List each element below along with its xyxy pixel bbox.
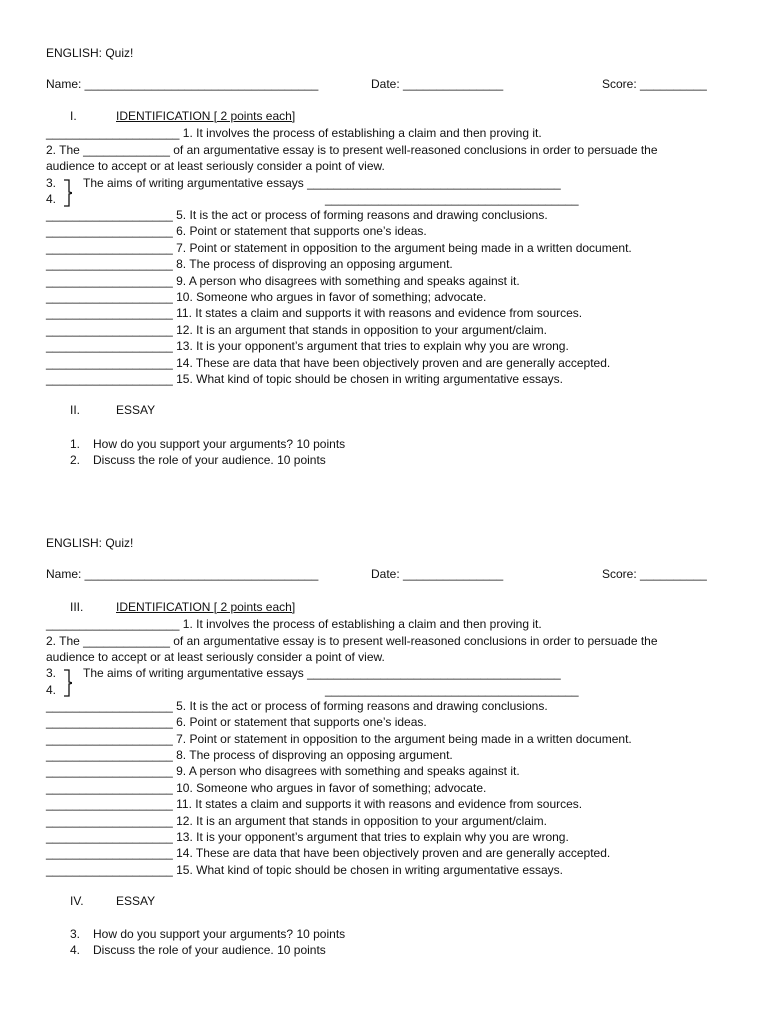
question-4-number: 4. bbox=[46, 683, 57, 697]
question-7: ___________________ 7. Point or statement in opposition to the argument being made in a written document. bbox=[46, 241, 632, 255]
question-1: ____________________ 1. It involves the process of establishing a claim and then proving it. bbox=[46, 617, 542, 631]
essay-question: How do you support your arguments? 10 points bbox=[93, 927, 346, 941]
question-9: ___________________ 9. A person who disagrees with something and speaks against it. bbox=[46, 274, 520, 288]
section-title: ESSAY bbox=[116, 403, 156, 417]
question-3-number: 3. bbox=[46, 666, 57, 680]
question-3-number: 3. bbox=[46, 176, 57, 190]
question-8: ___________________ 8. The process of disproving an opposing argument. bbox=[46, 257, 453, 271]
section-title: ESSAY bbox=[116, 894, 156, 908]
essay-number: 4. bbox=[70, 943, 81, 957]
question-11: ___________________ 11. It states a claim and supports it with reasons and evidence from sources. bbox=[46, 797, 583, 811]
question-7: ___________________ 7. Point or statement in opposition to the argument being made in a written document. bbox=[46, 732, 632, 746]
question-14: ___________________ 14. These are data that have been objectively proven and are generally accepted. bbox=[46, 846, 611, 860]
question-3-text: The aims of writing argumentative essays ______________________________________ bbox=[83, 666, 561, 680]
question-12: ___________________ 12. It is an argument that stands in opposition to your argument/claim. bbox=[46, 814, 548, 828]
essay-number: 3. bbox=[70, 927, 81, 941]
essay-number: 2. bbox=[70, 453, 81, 467]
bracket-icon bbox=[62, 178, 72, 208]
question-12: ___________________ 12. It is an argument that stands in opposition to your argument/claim. bbox=[46, 323, 548, 337]
section-number: IV. bbox=[70, 894, 84, 908]
question-15: ___________________ 15. What kind of topic should be chosen in writing argumentative essays. bbox=[46, 372, 564, 386]
essay-question: Discuss the role of your audience. 10 points bbox=[93, 453, 326, 467]
question-11: ___________________ 11. It states a claim and supports it with reasons and evidence from sources. bbox=[46, 306, 583, 320]
question-13: ___________________ 13. It is your opponent’s argument that tries to explain why you are wrong. bbox=[46, 339, 569, 353]
quiz-title: ENGLISH: Quiz! bbox=[46, 46, 134, 60]
section-number: III. bbox=[70, 600, 84, 614]
question-2-line-1: 2. The _____________ of an argumentative essay is to present well-reasoned conclusions in order to persuade the bbox=[46, 143, 658, 157]
quiz-title: ENGLISH: Quiz! bbox=[46, 536, 134, 550]
question-4-line: ______________________________________ bbox=[325, 192, 579, 206]
question-3-text: The aims of writing argumentative essays ______________________________________ bbox=[83, 176, 561, 190]
question-9: ___________________ 9. A person who disagrees with something and speaks against it. bbox=[46, 764, 520, 778]
question-2-line-1: 2. The _____________ of an argumentative essay is to present well-reasoned conclusions in order to persuade the bbox=[46, 634, 658, 648]
essay-question: How do you support your arguments? 10 points bbox=[93, 437, 346, 451]
question-14: ___________________ 14. These are data that have been objectively proven and are generally accepted. bbox=[46, 356, 611, 370]
question-1: ____________________ 1. It involves the process of establishing a claim and then proving it. bbox=[46, 126, 542, 140]
question-4-line: ______________________________________ bbox=[325, 683, 579, 697]
question-6: ___________________ 6. Point or statement that supports one’s ideas. bbox=[46, 224, 427, 238]
question-10: ___________________ 10. Someone who argues in favor of something; advocate. bbox=[46, 290, 487, 304]
question-2-line-2: audience to accept or at least seriously consider a point of view. bbox=[46, 159, 385, 173]
question-5: ___________________ 5. It is the act or process of forming reasons and drawing conclusions. bbox=[46, 699, 548, 713]
question-2-line-2: audience to accept or at least seriously consider a point of view. bbox=[46, 650, 385, 664]
score-field: Score: __________ bbox=[602, 77, 707, 91]
section-number: II. bbox=[70, 403, 81, 417]
question-4-number: 4. bbox=[46, 192, 57, 206]
section-number: I. bbox=[70, 109, 77, 123]
question-13: ___________________ 13. It is your opponent’s argument that tries to explain why you are wrong. bbox=[46, 830, 569, 844]
question-8: ___________________ 8. The process of disproving an opposing argument. bbox=[46, 748, 453, 762]
score-field: Score: __________ bbox=[602, 567, 707, 581]
name-field: Name: ___________________________________ bbox=[46, 567, 319, 581]
date-field: Date: _______________ bbox=[371, 77, 504, 91]
essay-question: Discuss the role of your audience. 10 points bbox=[93, 943, 326, 957]
bracket-icon bbox=[62, 668, 72, 698]
essay-number: 1. bbox=[70, 437, 81, 451]
question-15: ___________________ 15. What kind of topic should be chosen in writing argumentative essays. bbox=[46, 863, 564, 877]
name-field: Name: ___________________________________ bbox=[46, 77, 319, 91]
question-6: ___________________ 6. Point or statement that supports one’s ideas. bbox=[46, 715, 427, 729]
question-5: ___________________ 5. It is the act or process of forming reasons and drawing conclusions. bbox=[46, 208, 548, 222]
section-title: IDENTIFICATION [ 2 points each] bbox=[116, 109, 296, 123]
date-field: Date: _______________ bbox=[371, 567, 504, 581]
question-10: ___________________ 10. Someone who argues in favor of something; advocate. bbox=[46, 781, 487, 795]
section-title: IDENTIFICATION [ 2 points each] bbox=[116, 600, 296, 614]
